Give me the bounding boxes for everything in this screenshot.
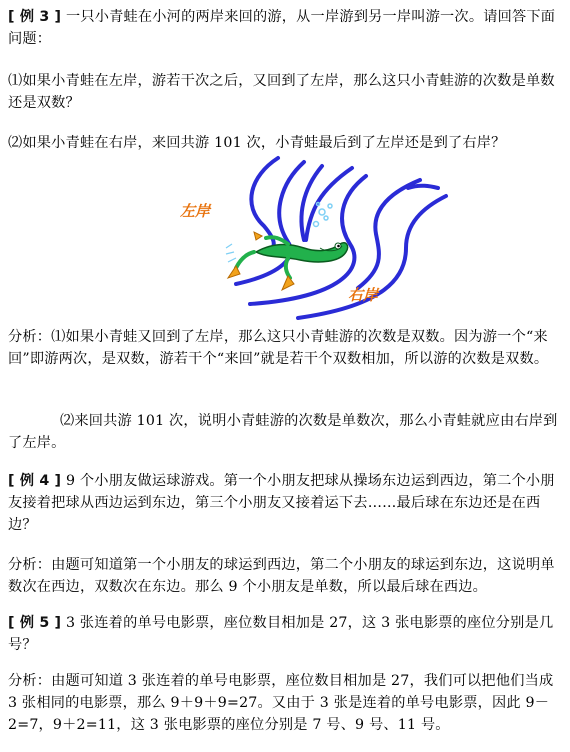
river-line-2 bbox=[236, 162, 304, 284]
river-line-8 bbox=[408, 186, 438, 188]
example-4-tag: [ 例 4 ] bbox=[8, 473, 62, 489]
left-bank-label: 左岸 bbox=[180, 202, 211, 220]
example-5-analysis: 分析：由题可知道 3 张连着的单号电影票，座位数目相加是 27，我们可以把他们当成 3 张相同的电影票，那么 9＋9＋9=27。又由于 3 张是连着的单号电影票，因此 9－2=7，9＋2=11，这 3 张电影票的座位分别是 7 号、9 号、11 号。 bbox=[8, 673, 554, 733]
example-5-question bbox=[8, 612, 564, 656]
right-bank-label: 右岸 bbox=[348, 286, 379, 304]
example-3-intro bbox=[8, 6, 564, 50]
example-4-question bbox=[8, 470, 564, 536]
example-5-question-text: 3 张连着的单号电影票，座位数目相加是 27，这 3 张电影票的座位分别是几号？ bbox=[8, 615, 554, 653]
frog-river-figure bbox=[170, 148, 470, 323]
river-line-1 bbox=[251, 158, 278, 254]
example-3-intro-text: 一只小青蛙在小河的两岸来回的游，从一岸游到另一岸叫游一次。请回答下面问题： bbox=[8, 9, 556, 47]
example-3-tag: [ 例 3 ] bbox=[8, 9, 62, 25]
example-4-analysis: 分析：由题可知道第一个小朋友的球运到西边，第二个小朋友的球运到东边，这说明单数次在西边，双数次在东边。那么 9 个小朋友是单数，所以最后球在西边。 bbox=[8, 557, 555, 595]
river-line-6 bbox=[358, 180, 420, 288]
example-3-analysis-1: 分析：⑴如果小青蛙又回到了左岸，那么这只小青蛙游的次数是双数。因为游一个“来回”即游两次，是双数，游若干个“来回”就是若干个双数相加，所以游的次数是双数。 bbox=[8, 329, 549, 367]
frog-icon bbox=[226, 203, 348, 291]
river-illustration bbox=[170, 148, 470, 323]
example-3-analysis-2: ⑵来回共游 101 次，说明小青蛙游的次数是单数次，那么小青蛙就应由右岸到了左岸。 bbox=[8, 413, 558, 451]
example-4-question-text: 9 个小朋友做运球游戏。第一个小朋友把球从操场东边运到西边，第二个小朋友接着把球从西边运到东边，第三个小朋友又接着运下去……最后球在东边还是在西边？ bbox=[8, 473, 555, 533]
example-3-question-1: ⑴如果小青蛙在左岸，游若干次之后，又回到了左岸，那么这只小青蛙游的次数是单数还是双数？ bbox=[8, 73, 555, 111]
example-5-tag: [ 例 5 ] bbox=[8, 615, 62, 631]
example-3-question-2: ⑵如果小青蛙在右岸，来回共游 101 次，小青蛙最后到了左岸还是到了右岸？ bbox=[8, 135, 506, 151]
